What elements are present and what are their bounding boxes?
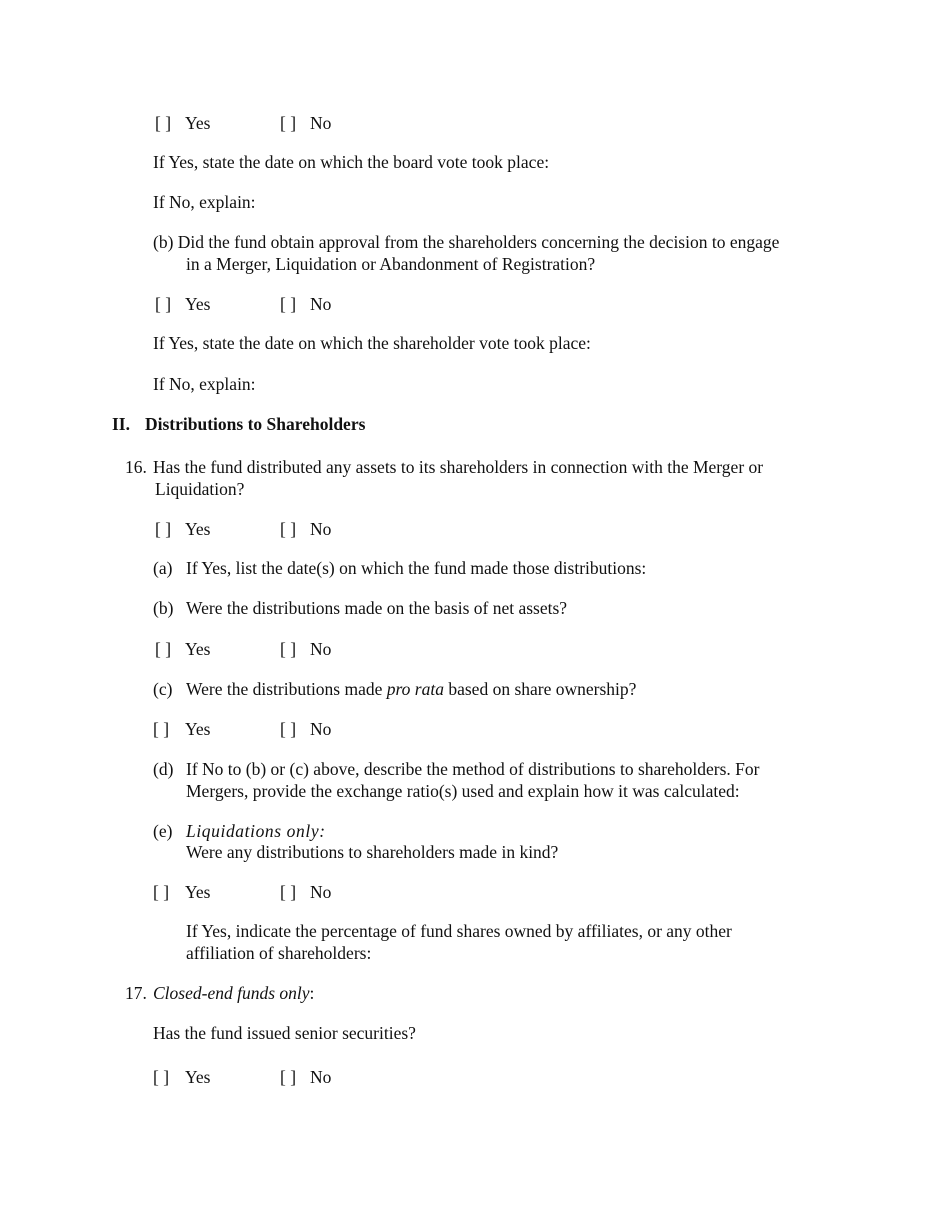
q16e-yes-no xyxy=(153,880,332,904)
q15b-yes-label: Yes xyxy=(185,294,211,314)
q15b-label: (b) xyxy=(153,232,174,252)
q15a-yes-date-prompt: If Yes, state the date on which the board vote took place: xyxy=(153,152,550,172)
q16c-text-italic: pro rata xyxy=(386,679,444,699)
section-number: II. xyxy=(112,414,130,434)
q15b-yes-date-prompt: If Yes, state the date on which the shareholder vote took place: xyxy=(153,333,591,353)
q16b-yes-no xyxy=(155,637,332,661)
q15a-no-label: No xyxy=(310,113,332,133)
section-title: Distributions to Shareholders xyxy=(145,414,366,434)
q15b-yes-checkbox[interactable]: [ ] xyxy=(155,294,172,314)
q16-no-checkbox[interactable]: [ ] xyxy=(280,519,297,539)
q16b-item xyxy=(153,597,567,619)
q16c-label: (c) xyxy=(153,679,173,699)
q16d-item-line1 xyxy=(153,758,759,780)
q16-number: 16. xyxy=(125,457,147,477)
q15b-question-text: Did the fund obtain approval from the shareholders concerning the decision to engage xyxy=(177,232,780,252)
q16a-text: If Yes, list the date(s) on which the fund made those distributions: xyxy=(186,558,647,578)
q16d-text-line2: Mergers, provide the exchange ratio(s) used and explain how it was calculated: xyxy=(186,781,740,801)
q17-heading xyxy=(125,982,314,1004)
q16d-text-line1: If No to (b) or (c) above, describe the method of distributions to shareholders. For xyxy=(186,759,760,779)
q15b-no-label: No xyxy=(310,294,332,314)
q17-heading-colon: : xyxy=(309,983,315,1003)
q17-yes-no xyxy=(153,1065,332,1089)
q16e-item-heading xyxy=(153,820,326,842)
q16-no-label: No xyxy=(310,519,332,539)
q16b-text: Were the distributions made on the basis of net assets? xyxy=(186,598,568,618)
q16b-no-checkbox[interactable]: [ ] xyxy=(280,639,297,659)
q16-question-line2: Liquidation? xyxy=(155,479,245,499)
q16b-yes-checkbox[interactable]: [ ] xyxy=(155,639,172,659)
q16b-label: (b) xyxy=(153,598,174,618)
q16e-yes-label: Yes xyxy=(185,882,211,902)
q16e-no-label: No xyxy=(310,882,332,902)
q16c-no-checkbox[interactable]: [ ] xyxy=(280,719,297,739)
q17-heading-italic: Closed-end funds only xyxy=(153,983,310,1003)
q15a-no-explain-prompt: If No, explain: xyxy=(153,192,256,212)
q16c-text-before: Were the distributions made xyxy=(186,679,387,699)
q16-question-line1 xyxy=(125,456,763,478)
section-heading xyxy=(112,413,365,435)
q15a-yes-label: Yes xyxy=(185,113,211,133)
q16e-if-yes-line1: If Yes, indicate the percentage of fund shares owned by affiliates, or any other xyxy=(186,921,732,941)
q15a-yes-checkbox[interactable]: [ ] xyxy=(155,113,172,133)
q17-number: 17. xyxy=(125,983,147,1003)
q16e-if-yes-line2: affiliation of shareholders: xyxy=(186,943,372,963)
q16b-no-label: No xyxy=(310,639,332,659)
q16e-no-checkbox[interactable]: [ ] xyxy=(280,882,297,902)
q16a-item xyxy=(153,557,646,579)
q16e-yes-checkbox[interactable]: [ ] xyxy=(153,882,170,902)
q16-yes-no xyxy=(155,517,332,541)
q15a-yes-no xyxy=(155,111,332,135)
q17-no-checkbox[interactable]: [ ] xyxy=(280,1067,297,1087)
q16-question-text: Has the fund distributed any assets to its shareholders in connection with the Merger or xyxy=(153,457,764,477)
q16-yes-label: Yes xyxy=(185,519,211,539)
q16e-question: Were any distributions to shareholders made in kind? xyxy=(186,842,559,862)
q17-yes-label: Yes xyxy=(185,1067,211,1087)
q16c-yes-checkbox[interactable]: [ ] xyxy=(153,719,170,739)
q15b-question-line1 xyxy=(153,231,779,253)
q15a-no-checkbox[interactable]: [ ] xyxy=(280,113,297,133)
q16d-label: (d) xyxy=(153,759,174,779)
q16c-item xyxy=(153,678,636,700)
q16c-yes-label: Yes xyxy=(185,719,211,739)
q17-question: Has the fund issued senior securities? xyxy=(153,1023,416,1043)
q16b-yes-label: Yes xyxy=(185,639,211,659)
q15b-yes-no xyxy=(155,292,332,316)
q17-no-label: No xyxy=(310,1067,332,1087)
q16c-yes-no xyxy=(153,717,332,741)
q15b-question-line2: in a Merger, Liquidation or Abandonment of Registration? xyxy=(186,254,596,274)
q17-yes-checkbox[interactable]: [ ] xyxy=(153,1067,170,1087)
q16a-label: (a) xyxy=(153,558,173,578)
q15b-no-checkbox[interactable]: [ ] xyxy=(280,294,297,314)
q16e-label: (e) xyxy=(153,821,173,841)
q16e-heading: Liquidations only: xyxy=(186,821,326,841)
q15b-no-explain-prompt: If No, explain: xyxy=(153,374,256,394)
q16-yes-checkbox[interactable]: [ ] xyxy=(155,519,172,539)
q16c-text-after: based on share ownership? xyxy=(443,679,637,699)
q16c-no-label: No xyxy=(310,719,332,739)
